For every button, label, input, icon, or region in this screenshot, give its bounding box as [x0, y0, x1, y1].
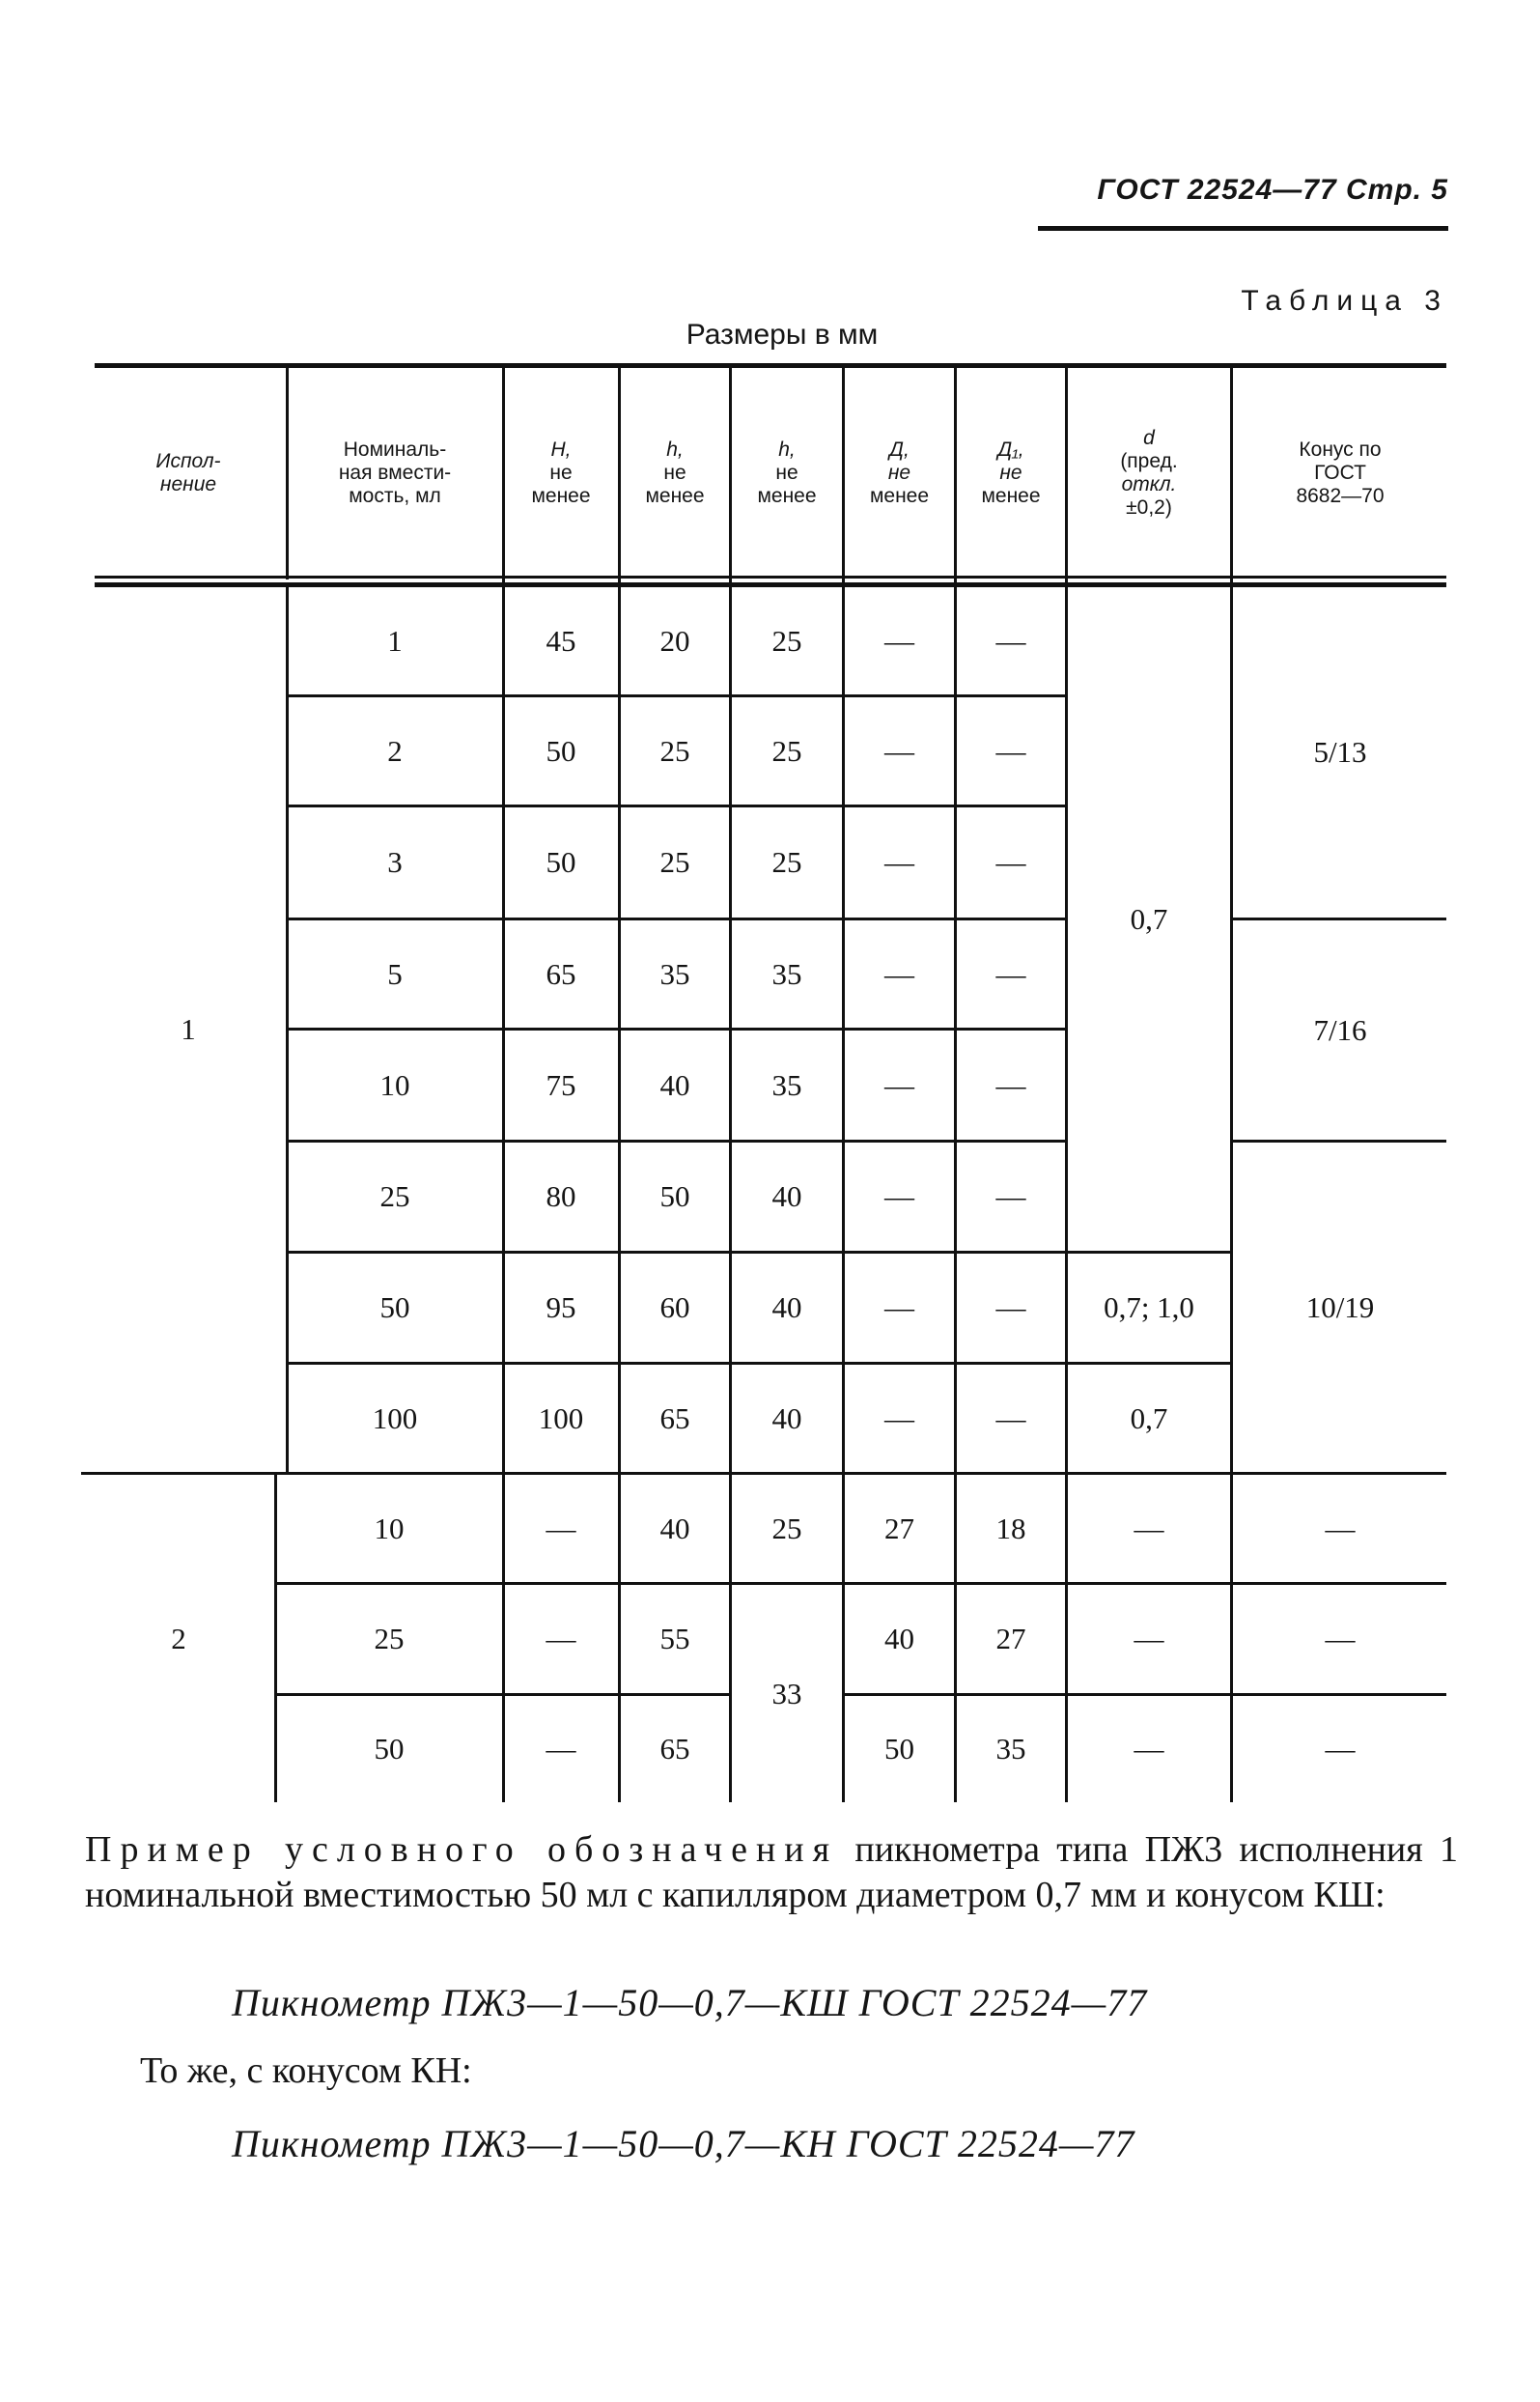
designation-lead: Пример условного обозначения [85, 1829, 839, 1870]
cell-d1: — [995, 1179, 1026, 1213]
cell-h1: 55 [659, 1622, 690, 1655]
cell-d: — [884, 956, 914, 991]
cell-h2: 40 [771, 1179, 802, 1213]
cell-h1: 35 [659, 956, 690, 991]
cone-c-cell: 10/19 [1305, 1289, 1375, 1324]
d-row11-cell: — [1134, 1732, 1164, 1766]
cell-d: — [884, 623, 914, 658]
cell-h: — [546, 1511, 576, 1545]
cell-h1: 65 [659, 1732, 690, 1766]
col-header-D: Д, не менее [869, 438, 930, 507]
cell-capacity: 25 [374, 1622, 405, 1655]
cell-d: 27 [884, 1511, 914, 1545]
col-line [729, 367, 732, 1802]
cell-h1: 25 [659, 733, 690, 768]
cell-capacity: 10 [379, 1067, 410, 1102]
d-row9-cell: — [1134, 1511, 1164, 1545]
h2-group-cell: 33 [771, 1676, 802, 1710]
cone-row11-cell: — [1325, 1732, 1356, 1766]
cell-d1: — [995, 956, 1026, 991]
cell-h1: 20 [659, 623, 690, 658]
cone-row10-cell: — [1325, 1622, 1356, 1655]
cell-h1: 25 [659, 845, 690, 879]
col-line [618, 367, 621, 1802]
cone-row9-cell: — [1325, 1511, 1356, 1545]
cell-d: 50 [884, 1732, 914, 1766]
cone-a-cell: 5/13 [1313, 735, 1367, 769]
cell-d: — [884, 845, 914, 879]
col-header-cone: Конус по ГОСТ 8682—70 [1296, 438, 1385, 507]
col-line [502, 367, 505, 1802]
col-line [274, 1474, 277, 1802]
d-100-cell: 0,7 [1130, 1400, 1168, 1435]
cell-h2: 35 [771, 1067, 802, 1102]
cell-capacity: 25 [379, 1179, 410, 1213]
cell-h: 50 [546, 845, 576, 879]
cell-capacity: 100 [372, 1400, 418, 1435]
cell-h1: 60 [659, 1290, 690, 1324]
col-header-H: H, не менее [531, 438, 591, 507]
cell-h: 80 [546, 1179, 576, 1213]
table-label: Таблица 3 [1241, 285, 1448, 317]
cone-b-cell: 7/16 [1313, 1012, 1367, 1047]
col-line [1230, 367, 1233, 1802]
cell-h2: 25 [771, 733, 802, 768]
cell-h: — [546, 1732, 576, 1766]
header-bottom-rule [95, 576, 1446, 579]
cell-capacity: 3 [387, 845, 403, 879]
cell-capacity: 50 [379, 1290, 410, 1324]
cell-h2: 25 [771, 845, 802, 879]
d-row10-cell: — [1134, 1622, 1164, 1655]
cell-d: — [884, 1400, 914, 1435]
table-top-rule [95, 363, 1446, 368]
cell-h: 65 [546, 956, 576, 991]
units-label: Размеры в мм [686, 319, 879, 351]
cell-d1: — [995, 623, 1026, 658]
cell-d1: 27 [995, 1622, 1026, 1655]
cell-d: — [884, 1067, 914, 1102]
execution-1: 1 [181, 1012, 196, 1046]
cell-h2: 40 [771, 1400, 802, 1435]
cell-d: — [884, 733, 914, 768]
col-header-execution: Испол- нение [155, 450, 221, 495]
cell-d1: — [995, 1290, 1026, 1324]
d-main-cell: 0,7 [1130, 901, 1168, 936]
cell-h1: 50 [659, 1179, 690, 1213]
page-header: ГОСТ 22524—77 Стр. 5 [1097, 174, 1448, 206]
designation-paragraph [85, 1827, 1458, 1918]
col-line [1065, 367, 1068, 1802]
cell-h: — [546, 1622, 576, 1655]
example-designation-2: Пикнометр ПЖ3—1—50—0,7—КН ГОСТ 22524—77 [232, 2122, 1135, 2165]
col-line [286, 367, 289, 579]
cell-h: 95 [546, 1290, 576, 1324]
cell-d1: — [995, 1067, 1026, 1102]
cell-h: 75 [546, 1067, 576, 1102]
cell-h1: 65 [659, 1400, 690, 1435]
cell-d: — [884, 1290, 914, 1324]
col-header-h2: h, не менее [757, 438, 817, 507]
cell-h1: 40 [659, 1067, 690, 1102]
d-50-cell: 0,7; 1,0 [1104, 1290, 1194, 1324]
cell-h1: 40 [659, 1511, 690, 1545]
same-with-cone-text: То же, с конусом КН: [140, 2050, 472, 2091]
cell-h: 100 [538, 1400, 584, 1435]
cell-capacity: 2 [387, 733, 403, 768]
col-header-capacity: Номиналь- ная вмести- мость, мл [338, 438, 452, 507]
col-line [842, 367, 845, 1802]
cell-h2: 40 [771, 1290, 802, 1324]
cell-d1: — [995, 1400, 1026, 1435]
execution-2: 2 [171, 1621, 186, 1655]
cell-h: 45 [546, 623, 576, 658]
cell-capacity: 5 [387, 956, 403, 991]
cell-d1: — [995, 733, 1026, 768]
col-header-d: d (пред. откл. ±0,2) [1120, 427, 1178, 519]
cell-d1: 18 [995, 1511, 1026, 1545]
col-line [954, 367, 957, 1802]
cell-d: — [884, 1179, 914, 1213]
cell-capacity: 50 [374, 1732, 405, 1766]
cell-d1: — [995, 845, 1026, 879]
cell-d: 40 [884, 1622, 914, 1655]
cell-capacity: 10 [374, 1511, 405, 1545]
cell-d1: 35 [995, 1732, 1026, 1766]
example-designation-1: Пикнометр ПЖ3—1—50—0,7—КШ ГОСТ 22524—77 [232, 1981, 1148, 2024]
cell-h2: 25 [771, 623, 802, 658]
cell-capacity: 1 [387, 623, 403, 658]
cell-h2: 25 [771, 1511, 802, 1545]
col-header-h1: h, не менее [645, 438, 705, 507]
cell-h2: 35 [771, 956, 802, 991]
col-header-D1: Д₁, не менее [981, 438, 1041, 507]
cell-h: 50 [546, 733, 576, 768]
designation-rest: пикнометра типа ПЖ3 исполнения 1 номинальной вместимостью 50 мл с капилляром диаметром 0,7 мм и конусом КШ: [85, 1829, 1459, 1915]
header-rule [1038, 226, 1448, 231]
